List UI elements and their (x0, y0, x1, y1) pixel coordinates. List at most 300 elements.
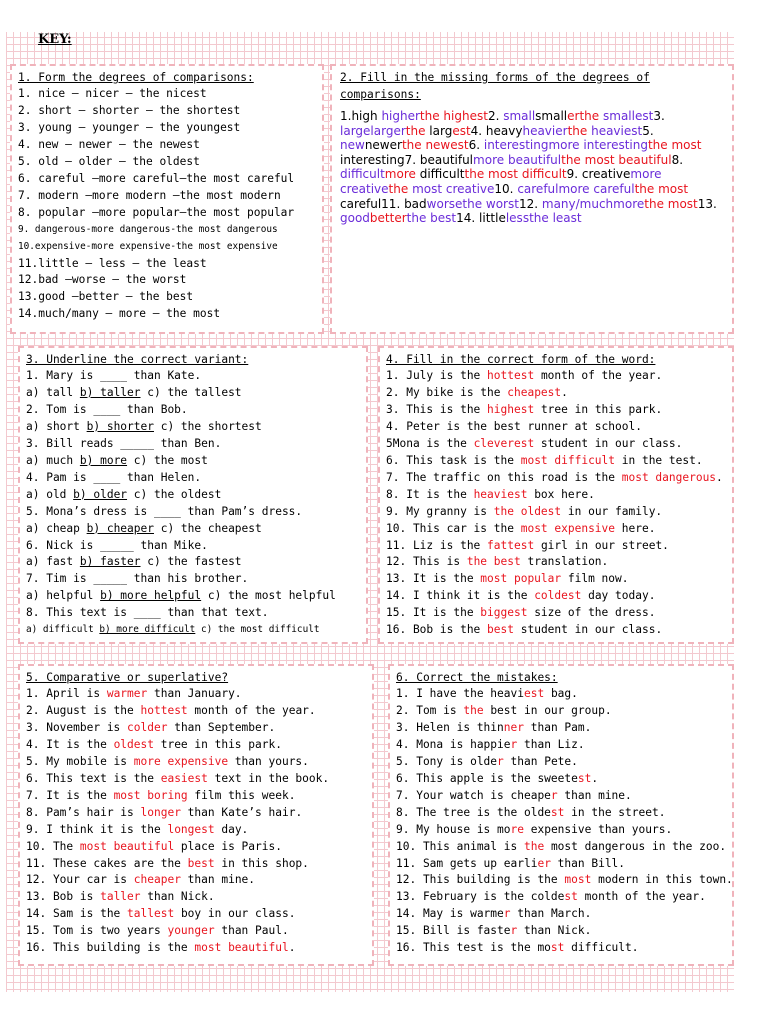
answer-segment: b) faster (79, 555, 141, 569)
list-item (26, 521, 360, 538)
answer-segment: r (510, 737, 518, 751)
text-segment: c) the shortest (153, 419, 262, 433)
answer-segment: interesting (483, 138, 549, 153)
list-item (396, 720, 726, 737)
answer-segment: longer (140, 805, 181, 819)
answer-segment: est (523, 687, 545, 700)
list-item: 6. careful –more careful–the most careful (18, 171, 295, 185)
answer-segment: hottest (487, 369, 535, 382)
text-segment: 6. This apple is the sweete (396, 771, 578, 785)
answer-segment: taller (100, 890, 141, 904)
text-segment: 13. February is the colde (396, 890, 565, 904)
text-segment: 3. November is (26, 720, 128, 734)
answer-segment: the most beautiful (561, 152, 672, 167)
text-segment: student in our class. (534, 436, 683, 450)
answer-segment: the most (644, 196, 698, 211)
text-segment: tree in this park. (534, 402, 663, 416)
text-segment: 15. Bill is faste (396, 924, 511, 938)
answer-segment: more (548, 138, 580, 153)
answer-segment: best (487, 623, 514, 637)
answer-segment: heaviest (591, 123, 643, 138)
text-segment: 16. This building is the (26, 941, 195, 955)
exercise-3-box (18, 346, 368, 644)
text-segment: 1. April is (26, 687, 107, 700)
text-segment: 10. The (26, 839, 80, 853)
answer-segment: most (564, 873, 592, 887)
list-item (396, 872, 733, 889)
list-item (26, 788, 366, 805)
list-item (396, 686, 726, 703)
answer-segment: most dangerous (621, 470, 717, 484)
exercise-3-list (26, 368, 360, 639)
text-segment: a) old (26, 487, 74, 501)
text-segment: 5. Tony is olde (396, 754, 498, 768)
text-segment: . (591, 771, 599, 785)
text-segment: place is Paris. (174, 839, 282, 853)
text-segment: day today. (581, 589, 656, 603)
list-item (26, 538, 360, 555)
answer-segment: hottest (140, 703, 188, 717)
answer-segment: ner (503, 720, 524, 734)
text-segment: 2. Tom is ____ than Bob. (26, 402, 188, 416)
list-item: 5. old – older – the oldest (18, 154, 200, 168)
text-segment: film this week. (187, 788, 296, 802)
text-segment: 6. (468, 138, 484, 153)
text-segment: 8. This text is ____ than that text. (26, 606, 269, 620)
list-item (26, 419, 360, 436)
text-segment: than mine. (180, 873, 256, 887)
list-item (26, 622, 360, 639)
list-item: 14.much/many – more – the most (18, 307, 221, 321)
answer-segment: the newest (401, 138, 469, 153)
answer-segment: most beautiful (194, 941, 289, 955)
list-item (386, 368, 726, 385)
list-item (26, 940, 366, 957)
answer-segment: better (369, 211, 407, 226)
answer-segment: cheapest (507, 385, 562, 399)
answer-segment: highest (487, 402, 535, 416)
text-segment: a) short (26, 419, 87, 433)
answer-segment: heavier (522, 123, 568, 138)
answer-segment: st (550, 941, 565, 955)
answer-segment: st (564, 890, 578, 904)
text-segment: in the test. (615, 453, 703, 467)
text-segment: 14. I think it is the (386, 589, 535, 603)
list-item (26, 856, 366, 873)
text-segment: . (561, 385, 568, 399)
list-item: 1. nice – nicer – the nicest (18, 87, 207, 100)
list-item: 12.bad –worse – the worst (18, 273, 187, 287)
list-item (26, 605, 360, 622)
answer-segment: the best (466, 555, 521, 569)
answer-segment: worse (426, 196, 463, 211)
list-item (396, 771, 726, 788)
text-segment: 14. Sam is the (26, 907, 128, 921)
answer-segment: larger (370, 123, 406, 138)
text-segment: 5. (642, 123, 654, 138)
text-segment: . (716, 470, 723, 484)
answer-segment: smallest (603, 109, 654, 123)
text-segment: film now. (561, 572, 629, 586)
text-segment: 5Mona is the (386, 436, 474, 450)
list-item (26, 436, 360, 453)
answer-segment: r (503, 907, 511, 921)
answer-segment: er (537, 856, 551, 870)
text-segment: text in the book. (207, 771, 330, 785)
text-segment: student in our class. (514, 623, 663, 637)
text-segment: 7. It is the (26, 788, 114, 802)
answer-segment: b) cheaper (86, 521, 154, 535)
text-segment: than Pete. (503, 754, 578, 768)
text-segment: a) fast (26, 555, 80, 569)
exercise-1-title: 1. Form the degrees of comparisons: (18, 71, 254, 84)
text-segment: c) the cheapest (153, 521, 262, 535)
answer-segment: est (452, 123, 471, 138)
answer-segment: more careful (558, 181, 635, 196)
answer-segment: the worst (462, 196, 519, 211)
exercise-4-list (386, 368, 726, 639)
list-item (26, 453, 360, 470)
answer-segment: coldest (534, 589, 582, 603)
text-segment: c) the oldest (127, 487, 222, 501)
answer-segment: the (523, 839, 545, 853)
text-segment: 2. (487, 109, 504, 123)
text-segment: newer (364, 138, 402, 153)
text-segment: 12. This building is the (396, 873, 565, 887)
text-segment: 14. (456, 211, 476, 226)
list-item (386, 571, 726, 588)
answer-segment: the (405, 123, 430, 138)
list-item: 9. dangerous-more dangerous-the most dangerous (18, 223, 278, 235)
text-segment: than mine. (557, 788, 632, 802)
text-segment: 15. Tom is two years (26, 924, 168, 938)
text-segment: than Nick. (140, 890, 215, 904)
list-item (396, 906, 726, 923)
list-item (386, 521, 726, 538)
list-item: 8. popular –more popular–the most popular (18, 205, 295, 219)
answer-segment: careful (517, 181, 559, 196)
text-segment: 1. July is the (386, 369, 488, 382)
text-segment: 4. Pam is ____ than Helen. (26, 470, 202, 484)
list-item (396, 889, 726, 906)
answer-segment: r (497, 754, 504, 768)
text-segment: 6. This task is the (386, 453, 521, 467)
text-segment: in our family. (561, 504, 663, 518)
text-segment: 7. Tim is _____ than his brother. (26, 572, 249, 586)
text-segment: a) cheap (26, 521, 87, 535)
text-segment: 8. Pam’s hair is (26, 805, 141, 819)
answer-segment: r (550, 788, 558, 802)
answer-segment: easiest (160, 771, 208, 785)
list-item (386, 487, 726, 504)
text-segment: 2. August is the (26, 703, 141, 717)
answer-segment: higher (381, 109, 420, 123)
text-segment: 2. Tom is (396, 703, 464, 717)
list-item (26, 720, 366, 737)
text-segment: 1. Mary is ____ than Kate. (26, 369, 202, 382)
list-item (26, 771, 366, 788)
answer-segment: good (340, 211, 370, 226)
text-segment: 5. Mona’s dress is ____ than Pam’s dress. (26, 504, 303, 518)
text-segment: 12. (518, 196, 539, 211)
exercise-6-list (396, 686, 733, 957)
exercise-4-title: 4. Fill in the correct form of the word: (386, 353, 656, 366)
answer-segment: difficult (340, 167, 385, 182)
answer-segment: more expensive (133, 754, 229, 768)
answer-segment: most creative (412, 181, 495, 196)
text-segment: 10. This animal is (396, 839, 524, 853)
text-segment: than yours. (228, 754, 309, 768)
list-item (396, 856, 726, 873)
list-item: 3. young – younger – the youngest (18, 120, 241, 134)
answer-segment: longest (167, 822, 215, 836)
text-segment: 2. My bike is the (386, 385, 508, 399)
text-segment: 14. May is warme (396, 907, 504, 921)
text-segment: tree in this park. (153, 737, 282, 751)
text-segment: 3. This is the (386, 402, 488, 416)
exercise-4-box (378, 346, 734, 644)
text-segment: 9. I think it is the (26, 822, 168, 836)
answer-segment: small (503, 109, 536, 123)
text-segment: difficult (419, 167, 465, 182)
answer-segment: warmer (106, 687, 148, 700)
list-item (396, 788, 726, 805)
text-segment: bag. (544, 687, 578, 700)
text-segment: 13. It is the (386, 572, 481, 586)
list-item (396, 822, 726, 839)
list-item (396, 754, 726, 771)
answer-segment: b) more helpful (100, 589, 202, 603)
list-item (26, 889, 366, 906)
text-segment: than Bill. (550, 856, 626, 870)
text-segment: most dangerous in the zoo. (544, 839, 727, 853)
text-segment: month of the year. (187, 703, 316, 717)
text-segment: 4. Mona is happie (396, 737, 511, 751)
list-item (386, 622, 726, 639)
text-segment: 3. Helen is thin (396, 720, 504, 734)
answer-segment: more creative (340, 167, 662, 196)
answer-segment: the (388, 181, 409, 196)
answer-segment: younger (167, 924, 215, 938)
text-segment: 3. Bill reads _____ than Ben. (26, 436, 222, 450)
answer-segment: the least (529, 211, 582, 226)
answer-segment: new (340, 138, 365, 153)
text-segment: than Kate’s hair. (180, 805, 303, 819)
text-segment: interesting7. beautiful (340, 152, 474, 167)
answer-segment: most expensive (520, 521, 616, 535)
text-segment: c) the tallest (140, 385, 242, 399)
list-item (396, 839, 726, 856)
text-segment: 1. I have the heavi (396, 687, 524, 700)
list-item (26, 737, 366, 754)
answer-segment: the highest (419, 109, 488, 123)
answer-segment: the (567, 123, 588, 138)
exercise-3-title: 3. Underline the correct variant: (26, 353, 249, 366)
text-segment: in the street. (564, 805, 666, 819)
answer-segment: st (577, 771, 592, 785)
text-segment: than Pam. (524, 720, 592, 734)
list-item: 7. modern –more modern –the most modern (18, 188, 281, 202)
list-item (386, 402, 726, 419)
list-item (386, 436, 726, 453)
list-item (26, 686, 366, 703)
answer-segment: best (187, 856, 215, 870)
text-segment: 3. (653, 109, 665, 123)
answer-segment: large (340, 123, 371, 138)
answer-segment: b) older (73, 487, 128, 501)
answer-segment: the (579, 109, 600, 123)
text-segment: than March. (510, 907, 592, 921)
list-item (26, 402, 360, 419)
exercise-1-list (18, 86, 316, 323)
text-segment: 11. Liz is the (386, 538, 488, 552)
text-segment: size of the dress. (527, 606, 656, 620)
list-item: 10.expensive-more expensive-the most expensive (18, 240, 278, 252)
text-segment: girl in our street. (534, 538, 669, 552)
list-item (386, 504, 726, 521)
list-item (26, 368, 360, 385)
list-item (26, 906, 366, 923)
text-segment: 15. It is the (386, 606, 481, 620)
text-segment: day. (214, 822, 249, 836)
text-segment: little (479, 211, 506, 226)
answer-segment: b) shorter (86, 419, 154, 433)
list-item (396, 940, 726, 957)
text-segment: 12. This is (386, 555, 467, 569)
key-title: KEY: (38, 32, 72, 47)
list-item: 11.little – less – the least (18, 256, 207, 270)
answer-segment: most popular (480, 572, 562, 586)
text-segment: 10. This car is the (386, 521, 521, 535)
answer-segment: biggest (480, 606, 528, 620)
text-segment: 16. This test is the mo (396, 941, 551, 955)
list-item: 13.good –better – the best (18, 290, 194, 304)
answer-segment: r (510, 924, 518, 938)
answer-segment: most beautiful (79, 839, 175, 853)
answer-segment: tallest (127, 907, 175, 921)
answer-segment: the most (647, 138, 702, 153)
list-item (386, 385, 726, 402)
list-item (26, 487, 360, 504)
list-item (26, 839, 366, 856)
text-segment: in this shop. (214, 856, 309, 870)
list-item (26, 703, 366, 720)
text-segment: 4. It is the (26, 737, 114, 751)
list-item (386, 554, 726, 571)
exercise-6-box (388, 664, 734, 966)
answer-segment: the best (406, 211, 457, 226)
list-item (26, 754, 366, 771)
text-segment: careful11. bad (340, 196, 427, 211)
text-segment: 7. Your watch is cheape (396, 788, 551, 802)
text-segment: 8. It is the (386, 487, 474, 501)
list-item (26, 571, 360, 588)
exercise-5-list (26, 686, 366, 957)
text-segment: expensive than yours. (524, 822, 673, 836)
text-segment: larg (429, 123, 453, 138)
text-segment: 4. Peter is the best runner at school. (386, 419, 642, 433)
list-item (26, 385, 360, 402)
text-segment: 13. Bob is (26, 890, 101, 904)
exercise-2-box (330, 64, 734, 334)
text-segment: translation. (520, 555, 609, 569)
answer-segment: st (550, 805, 565, 819)
text-segment: 6. This text is the (26, 771, 161, 785)
answer-segment: beautiful (507, 152, 562, 167)
text-segment: 8. The tree is the olde (396, 805, 551, 819)
text-segment: 13. (697, 196, 717, 211)
answer-segment: b) taller (79, 385, 141, 399)
answer-segment: interesting (583, 138, 648, 153)
list-item (26, 504, 360, 521)
list-item (386, 470, 726, 487)
text-segment: 12. Your car is (26, 873, 134, 887)
exercise-2-answers (340, 109, 724, 226)
text-segment: 9. My house is mo (396, 822, 511, 836)
list-item (396, 923, 726, 940)
text-segment: 9. My granny is (386, 504, 494, 518)
text-segment: c) the most helpful (201, 589, 336, 603)
text-segment: 8. (671, 152, 684, 167)
text-segment: here. (615, 521, 656, 535)
answer-segment: more (473, 152, 505, 167)
list-item: 4. new – newer – the newest (18, 137, 200, 151)
text-segment: box here. (527, 487, 595, 501)
text-segment: a) helpful (26, 589, 101, 603)
list-item (396, 737, 726, 754)
text-segment: than Paul. (214, 924, 289, 938)
answer-segment: re (510, 822, 524, 836)
list-item (26, 923, 366, 940)
text-segment: 11. These cakes are the (26, 856, 188, 870)
list-item (396, 805, 726, 822)
list-item (386, 538, 726, 555)
list-item (26, 588, 360, 605)
answer-segment: colder (127, 720, 168, 734)
exercise-5-title: 5. Comparative or superlative? (26, 671, 229, 684)
text-segment: a) tall (26, 385, 80, 399)
text-segment: best in our group. (483, 703, 612, 717)
answer-segment: fattest (487, 538, 535, 552)
text-segment: 4. heavy (470, 123, 523, 138)
text-segment: difficult. (564, 941, 639, 955)
text-segment: 16. Bob is the (386, 623, 488, 637)
list-item: 2. short – shorter – the shortest (18, 103, 241, 117)
text-segment: month of the year. (534, 369, 663, 382)
answer-segment: the oldest (493, 504, 562, 518)
answer-segment: most boring (113, 788, 188, 802)
text-segment: 7. The traffic on this road is the (386, 470, 622, 484)
answer-segment: the most (634, 181, 689, 196)
answer-segment: er (567, 109, 580, 123)
answer-segment: oldest (113, 737, 154, 751)
exercise-6-title: 6. Correct the mistakes: (396, 671, 558, 684)
text-segment: small (535, 109, 568, 123)
text-segment: month of the year. (577, 890, 706, 904)
text-segment: modern in this town. (591, 873, 733, 887)
exercise-5-box (18, 664, 374, 966)
list-item (386, 605, 726, 622)
text-segment: 5. My mobile is (26, 754, 134, 768)
text-segment: a) difficult (26, 624, 100, 636)
list-item (26, 805, 366, 822)
list-item (26, 872, 366, 889)
list-item (386, 588, 726, 605)
text-segment: than January. (147, 687, 242, 700)
text-segment: c) the most (127, 453, 208, 467)
exercise-2-title: 2. Fill in the missing forms of the degrees of comparisons: (340, 71, 650, 101)
answer-segment: b) more (79, 453, 128, 467)
